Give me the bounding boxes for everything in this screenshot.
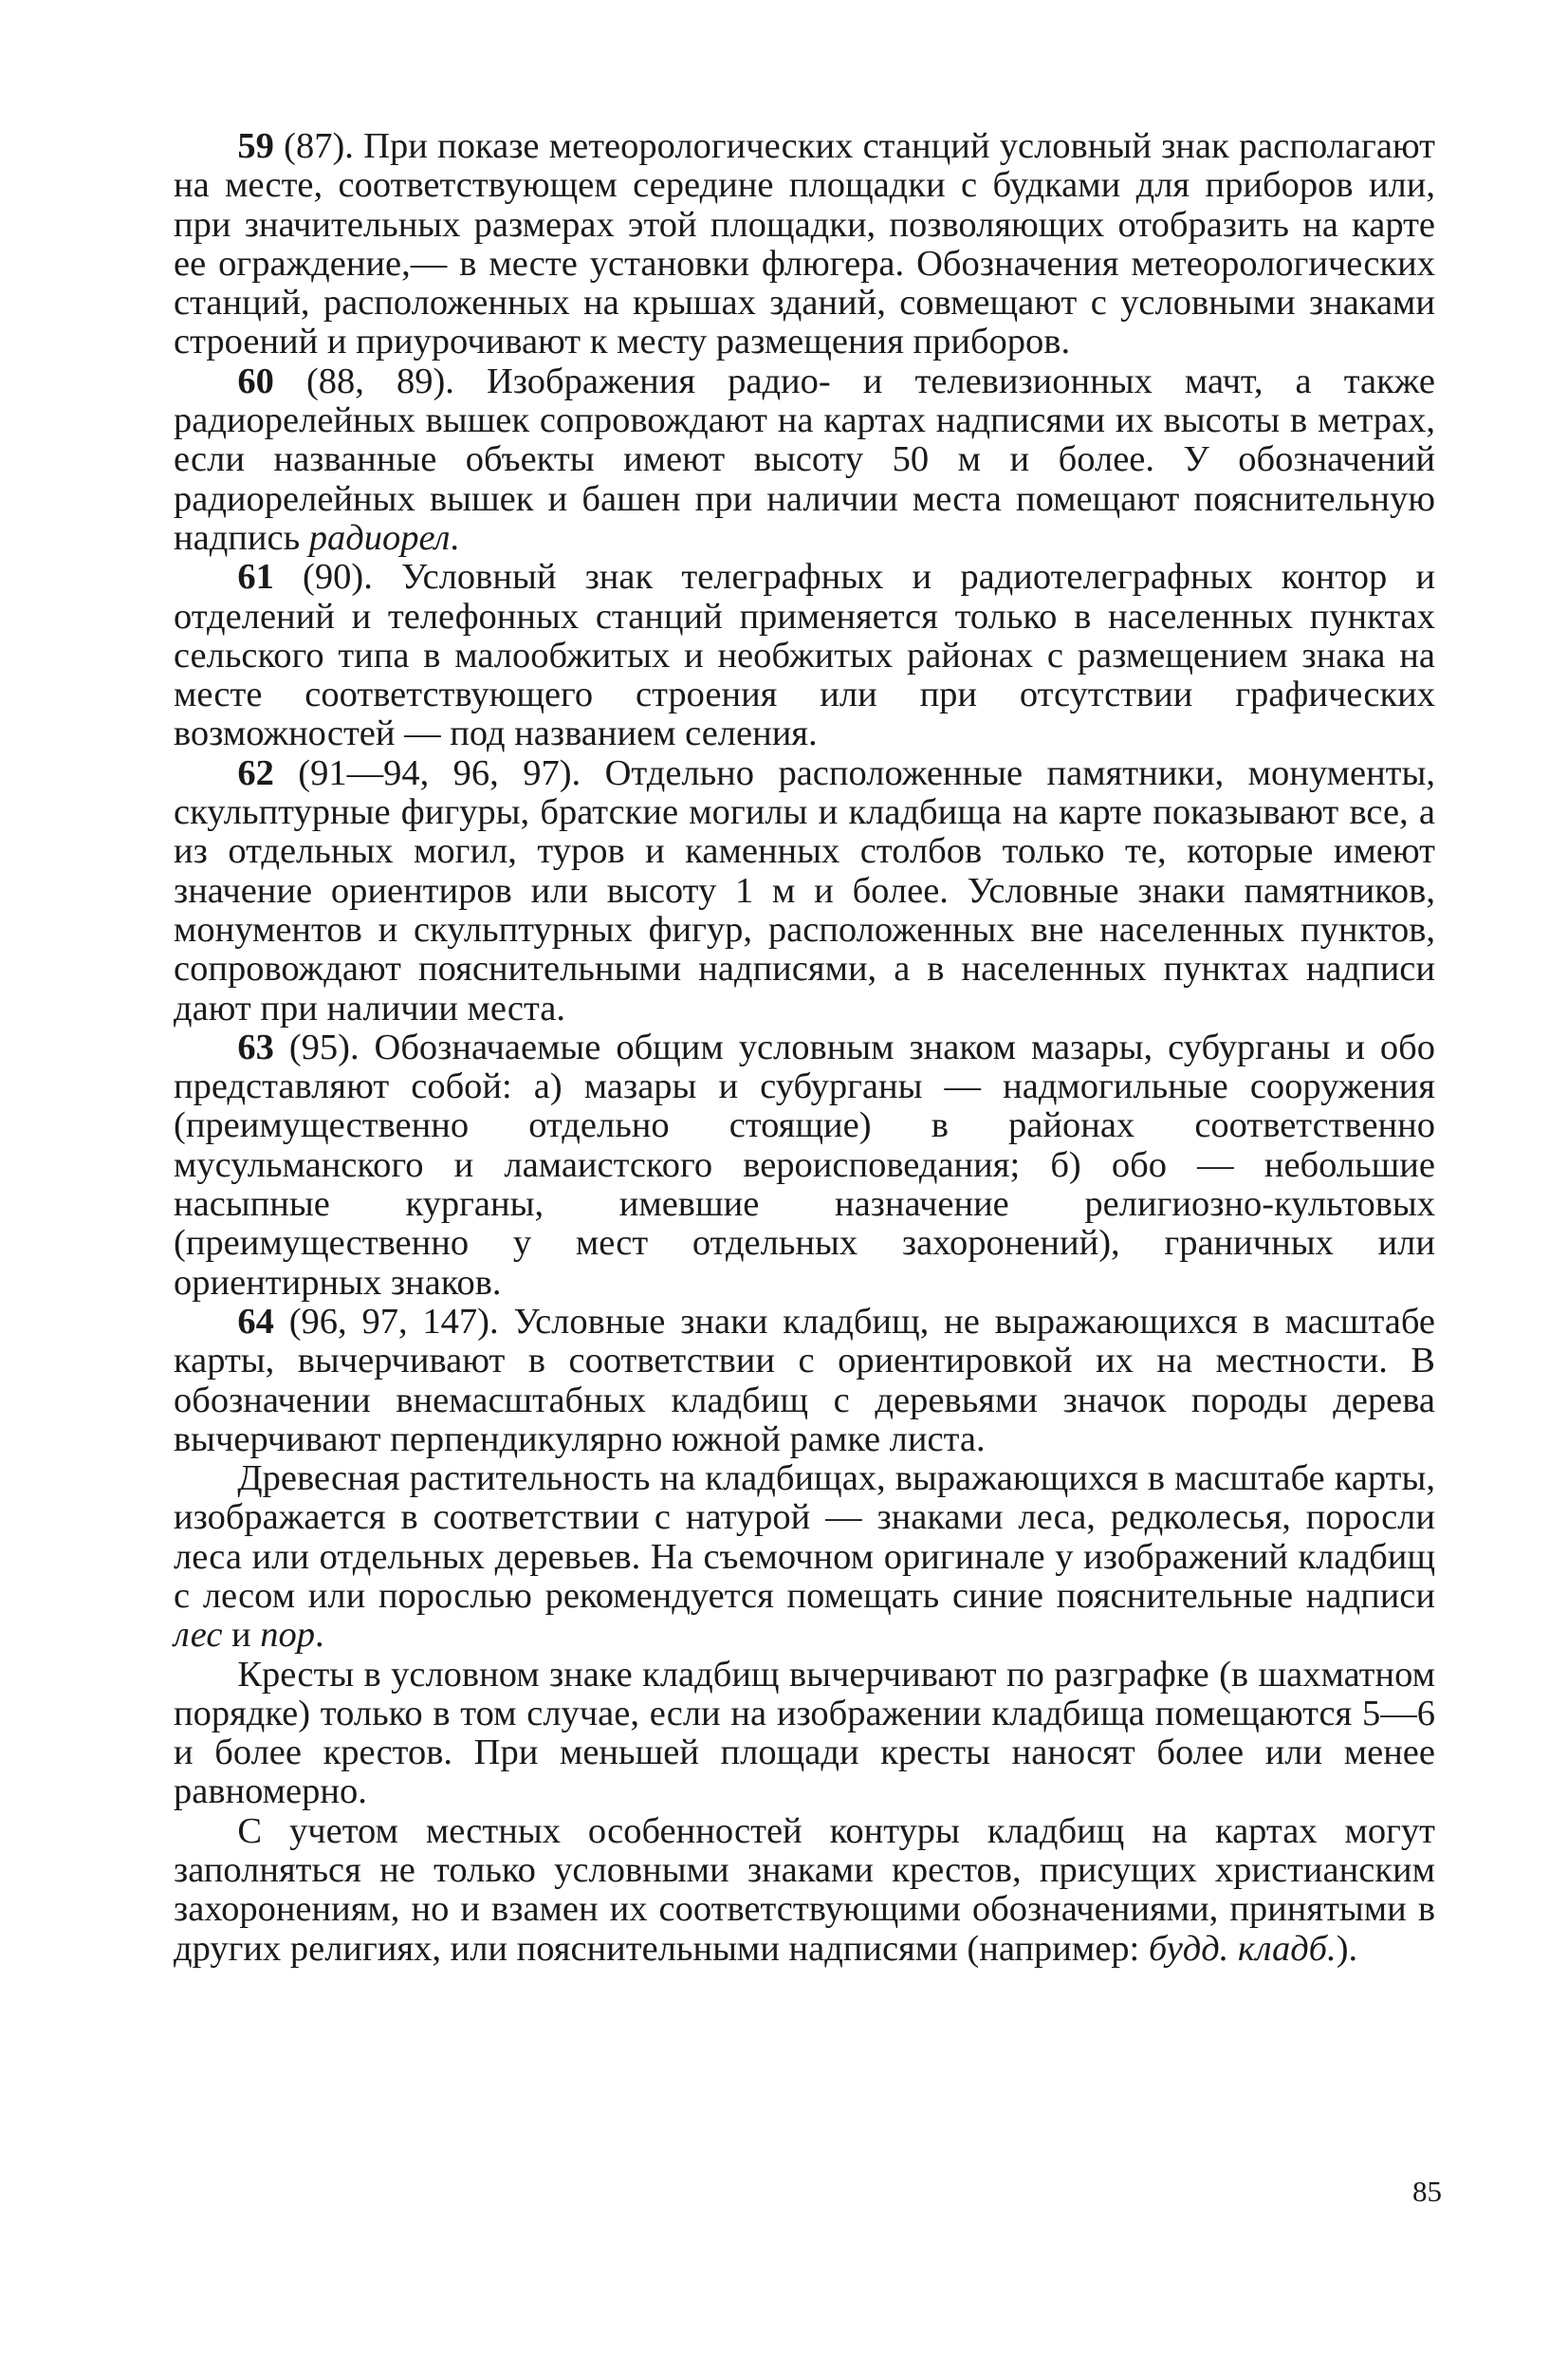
paragraph-number: 62 bbox=[237, 752, 274, 793]
paragraph-text: Кресты в условном знаке кладбищ вычерчивают по разграфке (в шахматном порядке) только в том случае, если на изображении кладбища помещаются 5—6 и более крестов. При меньшей площади кресты наносят более или менее равномерно. bbox=[174, 1654, 1435, 1812]
italic-term: будд. кладб. bbox=[1148, 1928, 1337, 1969]
italic-term: радиорел bbox=[308, 517, 451, 558]
paragraph-61 bbox=[174, 558, 1435, 753]
paragraph-text: (90). Условный знак телеграфных и радиотелеграфных контор и отделений и телефонных станций применяется только в населенных пунктах сельского типа в малообжитых и необжитых районах с размещением знака на месте соответствующего строения или при отсутствии графических возможностей — под названием селения. bbox=[174, 557, 1435, 754]
paragraph-number: 61 bbox=[237, 557, 274, 598]
paragraph-text: С учетом местных особенностей контуры кладбищ на картах могут заполняться не только условными знаками крестов, присущих христианским захоронениям, но и взамен их соответствующими обозначениями, принятыми в других религиях, или пояснительными надписями (например: bbox=[174, 1810, 1435, 1969]
paragraph-text: (95). Обозначаемые общим условным знаком мазары, субурганы и обо представляют собой: а) мазары и субурганы — надмогильные сооружения (преимущественно отдельно стоящие) в районах соответственно мусульманского и ламаистского вероисповедания; б) обо — небольшие насыпные курганы, имевшие назначение религиозно-культовых (преимущественно у мест отдельных захоронений), граничных или ориентирных знаков. bbox=[174, 1027, 1435, 1303]
paragraph-text: (96, 97, 147). Условные знаки кладбищ, не выражающихся в масштабе карты, вычерчивают в соответствии с ориентировкой их на местности. В обозначении внемасштабных кладбищ с деревьями значок породы дерева вычерчивают перпендикулярно южной рамке листа. bbox=[174, 1301, 1435, 1459]
paragraph-60 bbox=[174, 362, 1435, 558]
paragraph-local-features bbox=[174, 1812, 1435, 1969]
paragraph-tail: и bbox=[222, 1615, 261, 1656]
paragraph-number: 63 bbox=[237, 1027, 274, 1067]
paragraph-62 bbox=[174, 754, 1435, 1028]
paragraph-63 bbox=[174, 1028, 1435, 1303]
paragraph-tail: . bbox=[315, 1615, 324, 1656]
italic-term: лес bbox=[174, 1615, 223, 1656]
paragraph-text: (88, 89). Изображения радио- и телевизионных мачт, а также радиорелейных вышек сопровождают на картах надписями их высоты в метрах, если названные объекты имеют высоту 50 м и более. У обозначений радиорелейных вышек и башен при наличии места помещают пояснительную надпись bbox=[174, 361, 1435, 558]
page-number: 85 bbox=[1412, 2175, 1442, 2208]
paragraph-tail: ). bbox=[1336, 1928, 1358, 1969]
paragraph-crosses bbox=[174, 1656, 1435, 1812]
paragraph-number: 59 bbox=[237, 126, 274, 166]
paragraph-vegetation bbox=[174, 1459, 1435, 1655]
paragraph-59 bbox=[174, 127, 1435, 362]
text-column bbox=[174, 127, 1435, 1969]
paragraph-64 bbox=[174, 1303, 1435, 1459]
italic-term: пор bbox=[260, 1615, 316, 1656]
paragraph-text: Древесная растительность на кладбищах, выражающихся в масштабе карты, изображается в соответствии с натурой — знаками леса, редколесья, поросли леса или отдельных деревьев. На съемочном оригинале у изображений кладбищ с лесом или порослью рекомендуется помещать синие пояснительные надписи bbox=[174, 1458, 1435, 1616]
paragraph-number: 64 bbox=[237, 1301, 274, 1342]
paragraph-text: (87). При показе метеорологических станций условный знак располагают на месте, соответствующем середине площадки с будками для приборов или, при значительных размерах этой площадки, позволяющих отобразить на карте ее ограждение,— в месте установки флюгера. Обозначения метеорологических станций, расположенных на крышах зданий, совмещают с условными знаками строений и приурочивают к месту размещения приборов. bbox=[174, 126, 1435, 362]
paragraph-tail: . bbox=[450, 517, 460, 558]
paragraph-number: 60 bbox=[237, 361, 274, 401]
paragraph-text: (91—94, 96, 97). Отдельно расположенные памятники, монументы, скульптурные фигуры, братские могилы и кладбища на карте показывают все, а из отдельных могил, туров и каменных столбов только те, которые имеют значение ориентиров или высоту 1 м и более. Условные знаки памятников, монументов и скульптурных фигур, расположенных вне населенных пунктов, сопровождают пояснительными надписями, а в населенных пунктах надписи дают при наличии места. bbox=[174, 752, 1435, 1028]
